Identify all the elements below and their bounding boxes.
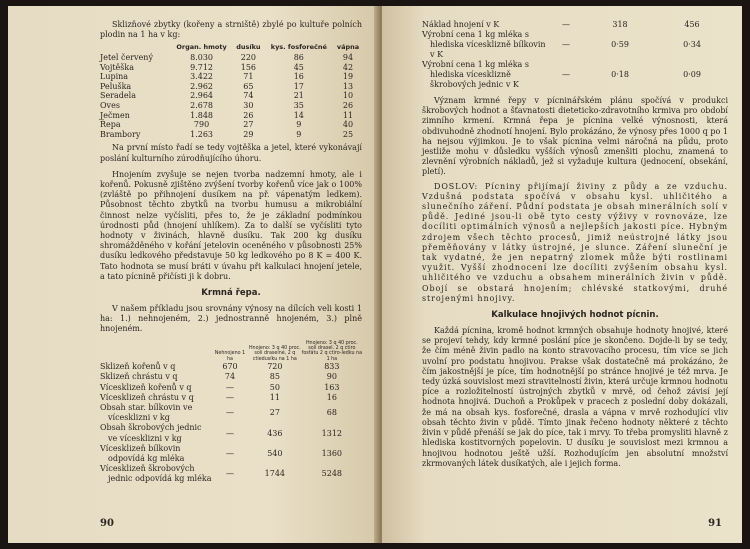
beet-table-row <box>100 444 362 464</box>
beet-table-cell: Sklizeň chrástu v q <box>100 372 178 382</box>
beet-table-cell: Vícesklizeň škrobových jednic odpovídá kg mléka <box>100 464 212 484</box>
right-para-doslov: DOSLOV: Pícniny přijímají živiny z půdy a ze vzduchu. Vzdušná podstata spočívá v obsahu kysl. uhličitého a slunečního záření. Půdní podstata je obsah minerálních solí v půdě. Jediné jsou-li obě tyto cesty výživy v rovnováze, lze docíliti optimálních výnosů a nejlepších jakosti píce. Hybným zdrojem všech těchto procesů, jimiž neústrojné látky jsou přeměňovány v látky ústrojné, je slunce. Záření sluneční je tak vydatné, že jen nepatrný zlomek může býti rostlinami využit. Vyšší zhodnocení lze docíliti zvýšením obsahu kysl. uhličitého ve vzduchu a obsahem minerálních živin v půdě. Obojí se obstará hnojením; chlévské statkovými, druhé strojenými hnojivy. <box>422 181 728 303</box>
beet-table-cell: 74 <box>224 372 236 382</box>
residue-table-cell: 9 <box>296 120 302 130</box>
residue-table-row <box>100 53 362 63</box>
residue-table-row <box>100 72 362 82</box>
left-para-2: Hnojením zvyšuje se nejen tvorba nadzemní hmoty, ale i kořenů. Pokusně zjištěno zvýšení tvorby kořenů více jak o 100% (zvláště po přihnojení dusíkem na př. vápenatým ledkem). Působnost těchto zbytků na tvorbu humusu a mikrobiální činnost nelze vyčísliti, přes to, že je základní podmínkou úrodnosti půd (hnojení uhlíkem). Za to další se vyčísliti tyto hodnoty v živinách, hlavně dusíku. Tak 200 kg dusíku shromážděného v kořání jetelovin oceněného v působnosti 25% dusíku ledkového představuje 50 kg ledkového po 8 K = 400 K. Tato hodnota se musí bráti v úvahu při kalkulaci hnojení jetele, a tato pícnině přičísti ji k dobru. <box>100 169 362 281</box>
residue-table-cell: 86 <box>293 53 304 62</box>
residue-table-row <box>100 91 362 101</box>
residue-header-2: dusíku <box>236 43 261 52</box>
beet-table-cell: 16 <box>326 392 337 402</box>
beet-table-cont-row <box>422 60 728 90</box>
beet-table-cell: 1744 <box>264 469 286 479</box>
residue-header-3: kys. fosforečné <box>270 43 327 52</box>
residue-table-cell: Ječmen <box>100 110 130 120</box>
beet-table-cell: — <box>226 392 234 402</box>
beet-table-cell: 720 <box>267 362 283 372</box>
beet-table-cont-row <box>422 30 728 60</box>
beet-table-cont-cell: — <box>562 40 570 49</box>
residue-table-row <box>100 130 362 140</box>
beet-table-cont-cell: 0·09 <box>683 70 701 79</box>
beet-header-0 <box>100 341 212 363</box>
beet-table-cell: — <box>226 382 234 392</box>
residue-table-cell: 156 <box>240 62 257 72</box>
left-para-1: Na první místo řadí se tedy vojtěška a jetel, které vykonávají poslání kulturního zúrodňujícího úhoru. <box>100 143 362 163</box>
residue-table-cell: Lupina <box>100 72 129 82</box>
residue-header-0 <box>100 43 170 53</box>
residue-table-cell: 16 <box>293 72 304 82</box>
residue-table-cell: 45 <box>293 62 304 72</box>
residue-table-cell: 14 <box>293 110 304 120</box>
residue-table-cell: 11 <box>342 110 354 120</box>
beet-table-cell: Obsah škrobových jednic ve vícesklizni v kg <box>100 423 202 443</box>
residue-table-cell: 19 <box>342 72 354 82</box>
beet-table-cell: 833 <box>324 362 340 372</box>
beet-table-cell: 68 <box>326 408 337 418</box>
residue-table-cell: Jetel červený <box>100 53 153 62</box>
residue-table-row <box>100 82 362 92</box>
residue-table-header <box>100 43 362 53</box>
beet-table-cell: Vícesklizeň bílkovin odpovídá kg mléka <box>100 443 185 464</box>
residue-table-cell: 35 <box>293 100 304 110</box>
residue-table-cell: Seradela <box>100 91 136 101</box>
beet-table-cont-cell: Výrobní cena 1 kg mléka s hlediska vícesklizně škrobových jednic v K <box>422 60 529 89</box>
section-heading-kalkulace: Kalkulace hnojivých hodnot pícnin. <box>491 310 659 321</box>
beet-table-cell: 1360 <box>321 448 343 458</box>
residue-table-cell: 13 <box>342 81 354 91</box>
beet-table-cont-cell: Výrobní cena 1 kg mléka s hlediska vícesklizně bílkovin v K <box>422 30 546 59</box>
beet-table-row <box>100 423 362 443</box>
beet-table-row <box>100 372 362 382</box>
residue-table-cell: 790 <box>193 120 210 130</box>
beet-table-cell: 1312 <box>321 428 343 438</box>
residue-table-cell: 1.263 <box>190 129 214 139</box>
beet-table-cont-cell: — <box>562 20 570 29</box>
residue-table-row <box>100 111 362 121</box>
residue-table-cell: Oves <box>100 100 120 110</box>
beet-table-cell: Vícesklizeň chrástu v q <box>100 392 194 402</box>
beet-table-header <box>100 341 362 363</box>
beet-table-cell: 27 <box>269 408 280 418</box>
beet-table-row <box>100 383 362 393</box>
residue-table-cell: Vojtěška <box>100 62 135 72</box>
beet-table-cont-cell: Náklad hnojení v K <box>422 20 500 29</box>
beet-table-cell: — <box>226 469 234 479</box>
residue-table-cell: 26 <box>243 110 254 120</box>
residue-table-cell: 2.962 <box>190 81 214 91</box>
residue-table-cell: 74 <box>243 91 254 101</box>
residue-table-cell: 40 <box>342 120 354 130</box>
residue-header-1: Organ. hmoty <box>176 43 227 52</box>
residue-table-cell: 220 <box>240 53 257 62</box>
beet-table-cell: Sklizeň kořenů v q <box>100 362 176 372</box>
residue-table-cell: Brambory <box>100 129 141 139</box>
residue-table-cell: 29 <box>243 129 254 139</box>
beet-table-cont-row <box>422 20 728 30</box>
beet-table-cell: — <box>226 408 234 418</box>
beet-table-cell: 11 <box>269 392 280 402</box>
beet-header-2: Hnojeno: 3 q 40 proc. soli draselné, 2 q ctiedusíku na 1 ha <box>248 346 301 362</box>
beet-table-row <box>100 393 362 403</box>
residue-table <box>100 43 362 139</box>
beet-table-cont-cell: 0·18 <box>611 70 629 79</box>
residue-table-cell: 2.964 <box>190 91 214 101</box>
left-para-3: V našem příkladu jsou srovnány výnosy na dílcích veli kosti 1 ha: 1.) nehnojeném, 2.) jednostranně hnojeném, 3.) plně hnojeném. <box>100 303 362 334</box>
left-page <box>8 6 380 543</box>
residue-table-cell: 25 <box>342 129 354 139</box>
beet-table-cont-cell: 0·34 <box>683 40 701 49</box>
residue-table-cell: 27 <box>243 120 254 130</box>
residue-table-cell: 71 <box>243 72 254 82</box>
beet-table-cell: 90 <box>326 372 337 382</box>
beet-table-cell: — <box>226 428 234 438</box>
beet-table-cont-cell: 318 <box>612 20 628 29</box>
beet-table-cell: 670 <box>222 362 238 372</box>
residue-table-row <box>100 101 362 111</box>
beet-table-cell: 540 <box>267 448 283 458</box>
residue-table-cell: 1.848 <box>190 110 214 120</box>
beet-table-cell: 163 <box>324 382 340 392</box>
right-para-1: Význam krmné řepy v pícninářském plánu spočívá v produkci škrobových hodnot a šťavnatosti dieteticko-zdravotního krmiva pro období zimního krmení. Krmná řepa je pícnina velké výnosnosti, která obdivuhodně zhodnotí hnojení. Bylo prokázáno, že výnosy přes 1000 q po 1 ha nejsou výjimkou. Je to však pícnina velmi náročná na půdu, proto jestliže mohu v důsledku vyšších výnosů zmenšiti plochu, znamená to zlevnění výrobních nákladů, jež si vyžaduje kultura (jednocení, obsekání, pletí). <box>422 96 728 177</box>
beet-table-cont-cell: 0·59 <box>611 40 629 49</box>
residue-table-cell: 9.712 <box>190 62 214 72</box>
residue-table-cell: 9 <box>296 129 302 139</box>
residue-table-cell: 3.422 <box>190 72 214 82</box>
beet-table-cell: 85 <box>269 372 280 382</box>
residue-table-cell: 65 <box>243 81 254 91</box>
beet-header-1: Nehnojeno 1 ha <box>214 351 246 362</box>
beet-table-row <box>100 464 362 484</box>
residue-table-cell: Peluška <box>100 81 132 91</box>
beet-table-cell: — <box>226 448 234 458</box>
beet-yield-table <box>100 341 362 485</box>
page-number-right: 91 <box>708 518 722 529</box>
residue-table-cell: 10 <box>342 91 354 101</box>
beet-table-cell: 5248 <box>321 469 343 479</box>
beet-table-cell: Vícesklizeň kořenů v q <box>100 382 192 392</box>
left-intro: Sklizňové zbytky (kořeny a strniště) zbylé po kultuře polních plodin na 1 ha v kg: <box>100 20 362 40</box>
beet-table-cont-cell: — <box>562 70 570 79</box>
residue-table-cell: 8.030 <box>190 53 214 62</box>
beet-table-row <box>100 403 362 423</box>
right-para-3: Každá pícnina, kromě hodnot krmných obsahuje hodnoty hnojivé, které se projeví tehdy, kdy krmné poslání píce je skončeno. Dojde-li by se tedy, že čím méně živin padlo na konto stravovacího procesu, tím více se jich uvolní pro podstatu hnojivou. Prakse však dostatečně má prokázáno, že čím jakostnější je píce, tím hodnotnější po stránce hnojivé je též mrva. Je tedy úzká souvislost mezi stravitelností živin, která určuje krmnou hodnotu píce a rozložitelností ústrojných zbytků v mrvě, od čehož závisí její hodnota hnojivá. Duchoň a Prokůpek v pracech z poslední doby dokázali, že má na obsah kys. fosforečné, drasla a vápna v mrvě rozhodující vliv obsah těchto živin v půdě. Tímto jinak řečeno hodnoty některé z těchto živin v půdě přenáší se jak do píce, tak i mrvy. To třeba promysliti hlavně z hlediska kostitvorných popelovin. U dusíku je souvislost mezi krmnou a hnojivou hodnotou ještě užší. Rozhodujícím jen absolutní množství zkrmovaných látek dusíkatých, ale i jejich forma. <box>422 326 728 468</box>
beet-table-cell: 436 <box>267 428 283 438</box>
residue-table-row <box>100 120 362 130</box>
residue-table-cell: 26 <box>342 100 354 110</box>
residue-table-cell: 94 <box>342 53 354 62</box>
beet-table-row <box>100 362 362 372</box>
residue-table-cell: 2.678 <box>190 100 214 110</box>
residue-table-cell: 21 <box>293 91 304 101</box>
section-heading-krmna-repa: Krmná řepa. <box>201 287 261 298</box>
beet-header-3: Hnojeno: 3 q 40 proc. soli drasel. 2 q ctiro fosfátu 2 q ctiro-ledku na 1 ha <box>301 340 363 362</box>
residue-table-row <box>100 63 362 73</box>
residue-header-4: vápna <box>336 43 360 52</box>
residue-table-cell: 30 <box>243 100 254 110</box>
beet-table-cell: 50 <box>269 382 280 392</box>
residue-table-cell: 17 <box>293 81 304 91</box>
beet-table-continued <box>422 20 728 90</box>
residue-table-cell: 42 <box>342 62 354 72</box>
right-page <box>382 6 742 543</box>
residue-table-cell: Řepa <box>100 120 121 130</box>
beet-table-cell: Obsah star. bílkovin ve vícesklizni v kg <box>100 403 193 423</box>
beet-table-cont-cell: 456 <box>684 20 700 29</box>
page-number-left: 90 <box>100 518 114 529</box>
